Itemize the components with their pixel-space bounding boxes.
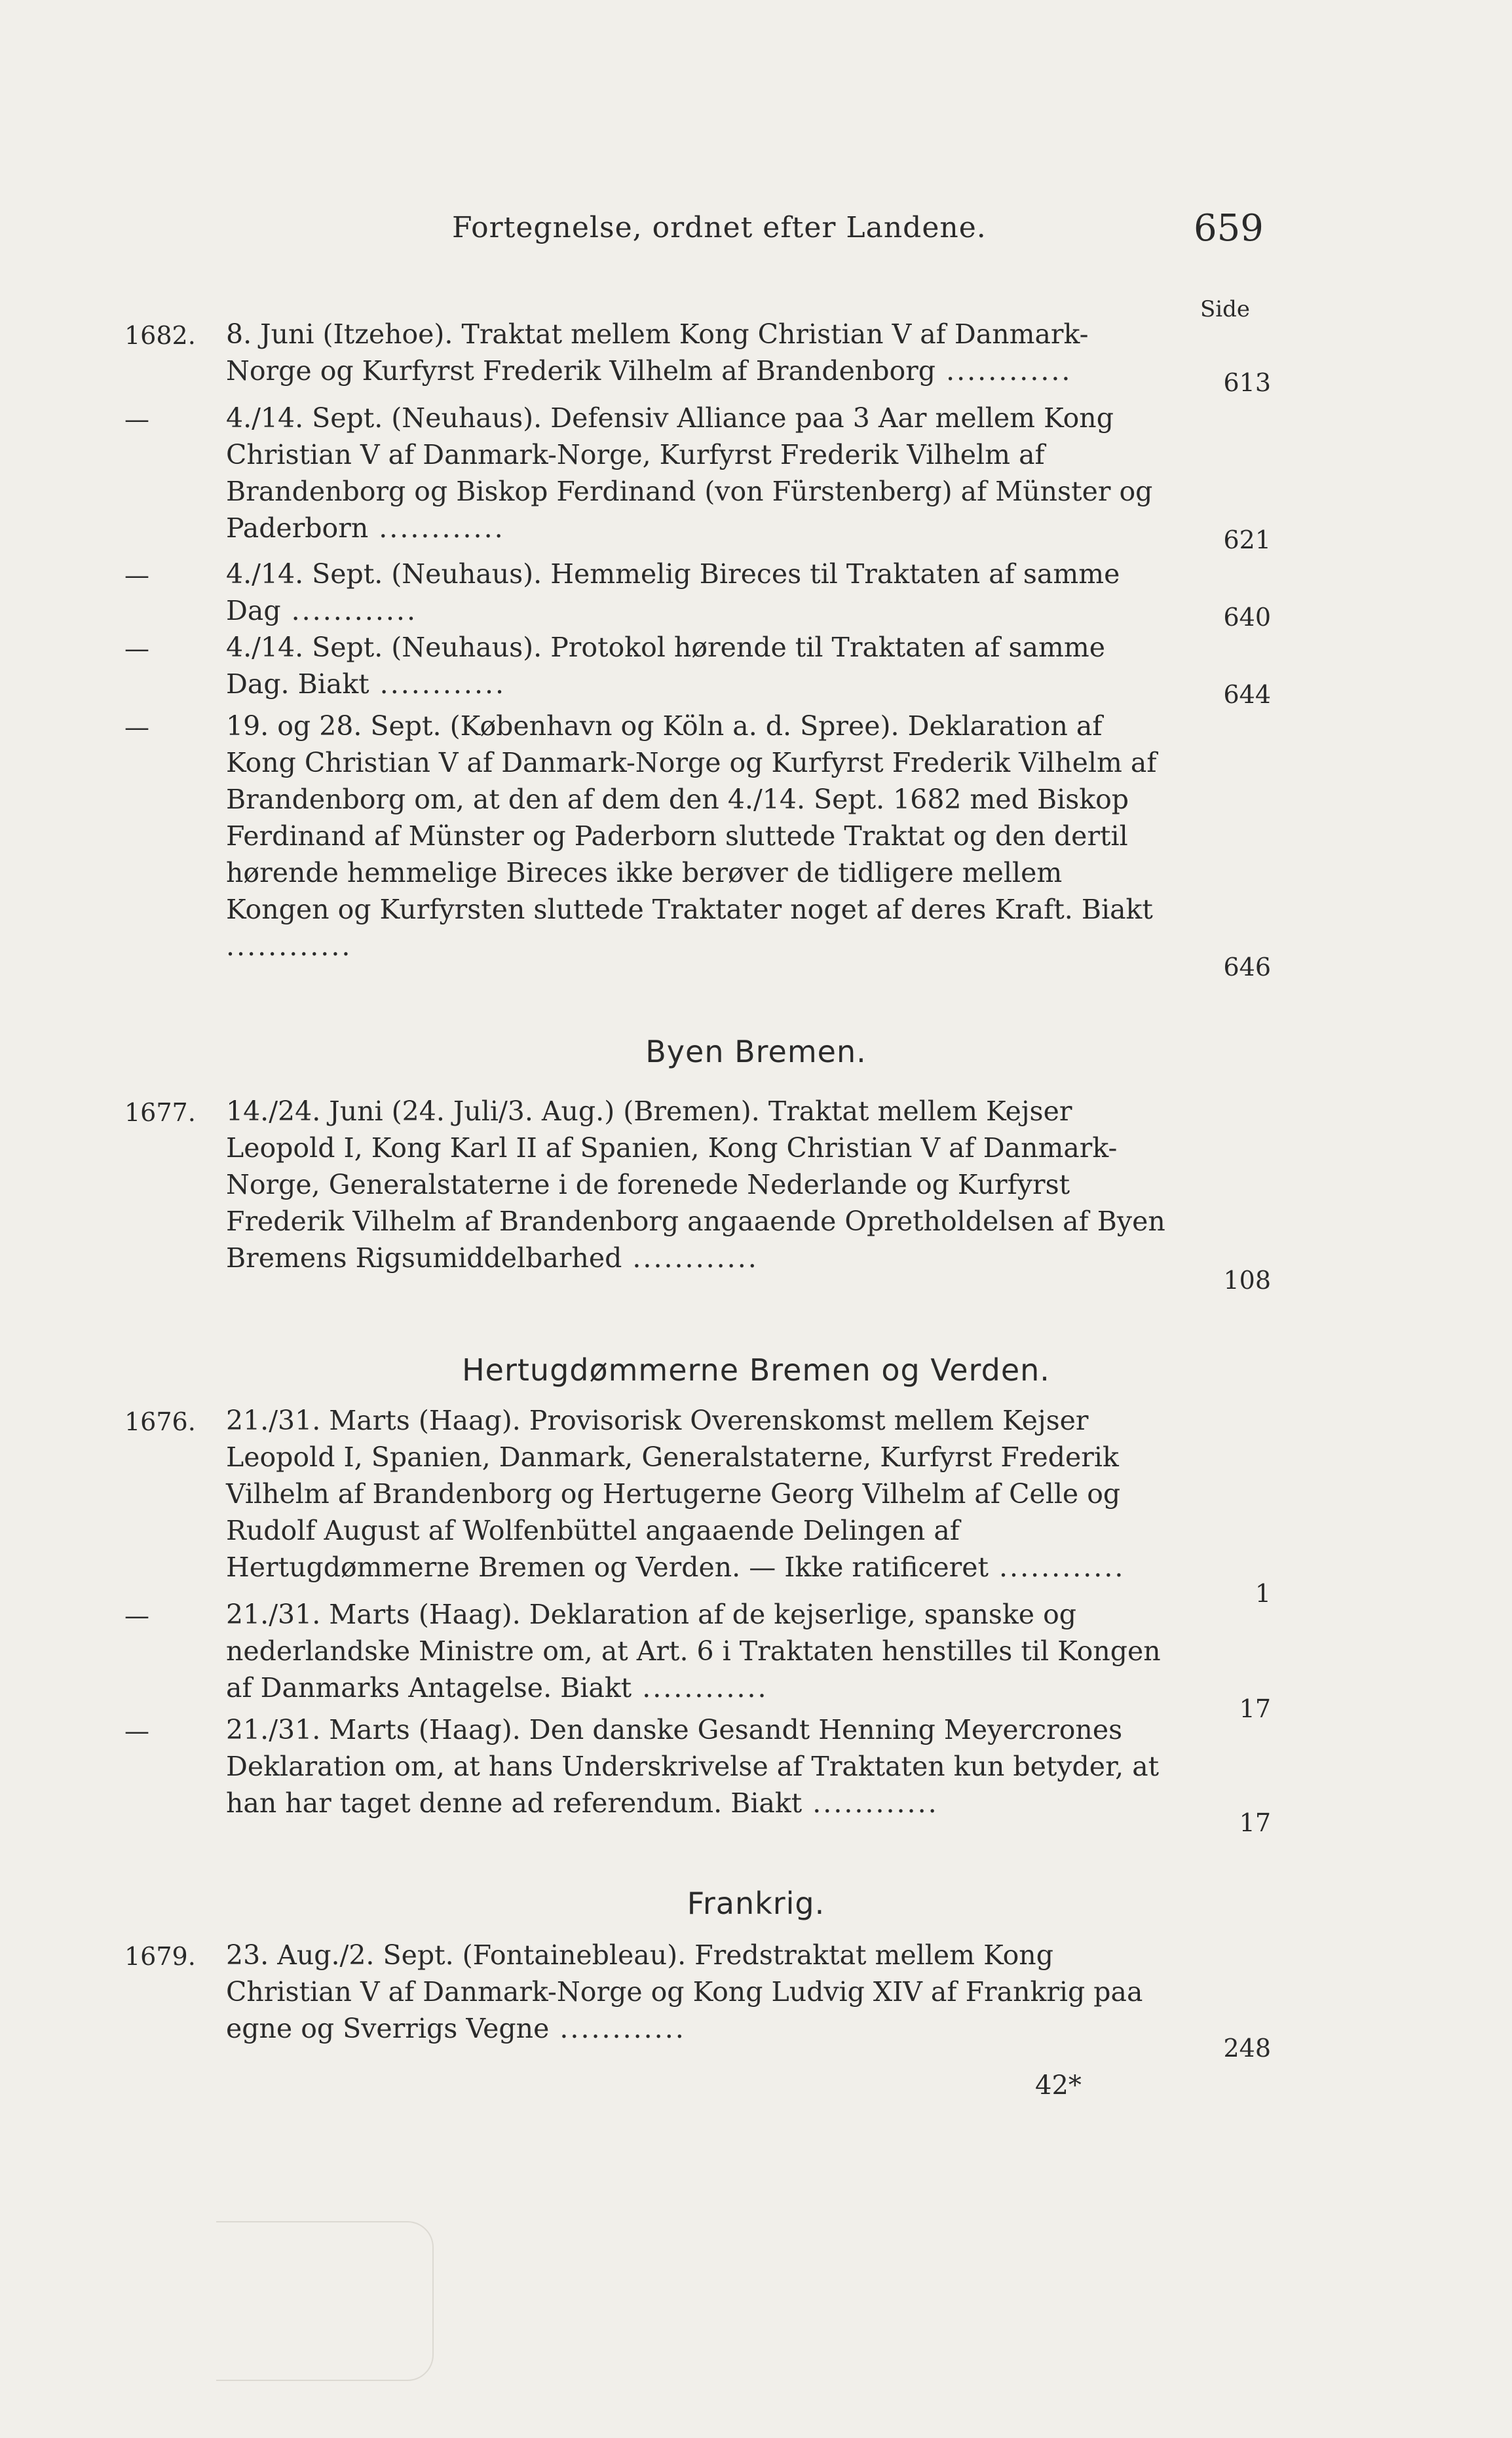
leader-dots: ............	[936, 355, 1072, 387]
entry-text: 23. Aug./2. Sept. (Fontainebleau). Fredstraktat mellem Kong Christian V af Danmark-Norge og Kong Ludvig XIV af Frankrig paa egne og Sverrigs Vegne ............	[226, 1939, 1143, 2044]
leader-dots: ............	[280, 595, 417, 626]
leader-dots: ............	[368, 512, 505, 544]
entry-year: —	[124, 561, 149, 590]
entry-text: 4./14. Sept. (Neuhaus). Defensiv Alliance paa 3 Aar mellem Kong Christian V af Danmark-Norge, Kurfyrst Frederik Vilhelm af Brandenborg og Biskop Ferdinand (von Fürstenberg) af Münster og Paderborn ............	[226, 402, 1153, 544]
entry-page-ref: 646	[1223, 953, 1271, 981]
entry-year: 1682.	[124, 321, 196, 350]
entry-page-ref: 644	[1223, 680, 1271, 709]
printer-signature: 42*	[1035, 2070, 1082, 2101]
entry-text: 21./31. Marts (Haag). Den danske Gesandt Henning Meyercrones Deklaration om, at hans Underskrivelse af Traktaten kun betyder, at han har taget denne ad referendum. Biakt ............	[226, 1714, 1160, 1819]
entry-text: 21./31. Marts (Haag). Provisorisk Overenskomst mellem Kejser Leopold I, Spanien, Danmark, Generalstaterne, Kurfyrst Frederik Vilhelm af Brandenborg og Hertugerne Georg Vilhelm af Celle og Rudolf August af Wolfenbüttel angaaende Delingen af Hertugdømmerne Bremen og Verden. — Ikke ratificeret ............	[226, 1405, 1125, 1583]
entry-text: 21./31. Marts (Haag). Deklaration af de kejserlige, spanske og nederlandske Ministre om, at Art. 6 i Traktaten henstilles til Kongen af Danmarks Antagelse. Biakt ............	[226, 1599, 1161, 1704]
entry-page-ref: 248	[1223, 2034, 1271, 2063]
entry-page-ref: 613	[1223, 368, 1271, 397]
entry-page-ref: 108	[1223, 1266, 1271, 1295]
leader-dots: ............	[632, 1672, 768, 1704]
entry-text: 4./14. Sept. (Neuhaus). Hemmelig Bireces til Traktaten af samme Dag ............	[226, 558, 1120, 626]
section-heading: Byen Bremen.	[645, 1034, 867, 1069]
entry-year: —	[124, 405, 149, 434]
entry-year: 1679.	[124, 1942, 196, 1971]
entry-text: 19. og 28. Sept. (København og Köln a. d. Spree). Deklaration af Kong Christian V af Danmark-Norge og Kurfyrst Frederik Vilhelm af Brandenborg om, at den af dem den 4./14. Sept. 1682 med Biskop Ferdinand af Münster og Paderborn sluttede Traktat og den dertil hørende hemmelige Bireces ikke berøver de tidligere mellem Kongen og Kurfyrsten sluttede Traktater noget af deres Kraft. Biakt ............	[226, 710, 1157, 962]
entry-page-ref: 640	[1223, 603, 1271, 632]
entry-year: —	[124, 634, 149, 663]
page-fold-mark	[216, 2221, 434, 2381]
entry-page-ref: 17	[1239, 1808, 1271, 1837]
entry-text: 14./24. Juni (24. Juli/3. Aug.) (Bremen). Traktat mellem Kejser Leopold I, Kong Karl II af Spanien, Kong Christian V af Danmark-Norge, Generalstaterne i de forenede Nederlande og Kurfyrst Frederik Vilhelm af Brandenborg angaaende Opretholdelsen af Byen Bremens Rigsumiddelbarhed ............	[226, 1095, 1165, 1274]
entry-year: —	[124, 1717, 149, 1745]
entry-text: 8. Juni (Itzehoe). Traktat mellem Kong Christian V af Danmark-Norge og Kurfyrst Frederik Vilhelm af Brandenborg ............	[226, 318, 1089, 387]
leader-dots: ............	[549, 2013, 686, 2044]
section-heading: Frankrig.	[687, 1886, 825, 1921]
page-number: 659	[1194, 207, 1264, 250]
entry-text: 4./14. Sept. (Neuhaus). Protokol hørende til Traktaten af samme Dag. Biakt ............	[226, 632, 1106, 700]
entry-year: 1677.	[124, 1098, 196, 1127]
entry-page-ref: 17	[1239, 1694, 1271, 1723]
leader-dots: ............	[988, 1552, 1125, 1583]
entry-page-ref: 1	[1255, 1579, 1271, 1608]
leader-dots: ............	[226, 930, 352, 962]
section-heading: Hertugdømmerne Bremen og Verden.	[462, 1352, 1050, 1388]
side-column-label: Side	[1200, 296, 1251, 322]
leader-dots: ............	[369, 668, 506, 700]
running-head: Fortegnelse, ordnet efter Landene.	[452, 211, 987, 244]
leader-dots: ............	[802, 1787, 939, 1819]
leader-dots: ............	[622, 1242, 759, 1274]
entry-year: 1676.	[124, 1407, 196, 1436]
entry-page-ref: 621	[1223, 525, 1271, 554]
entry-year: —	[124, 713, 149, 742]
entry-year: —	[124, 1601, 149, 1630]
